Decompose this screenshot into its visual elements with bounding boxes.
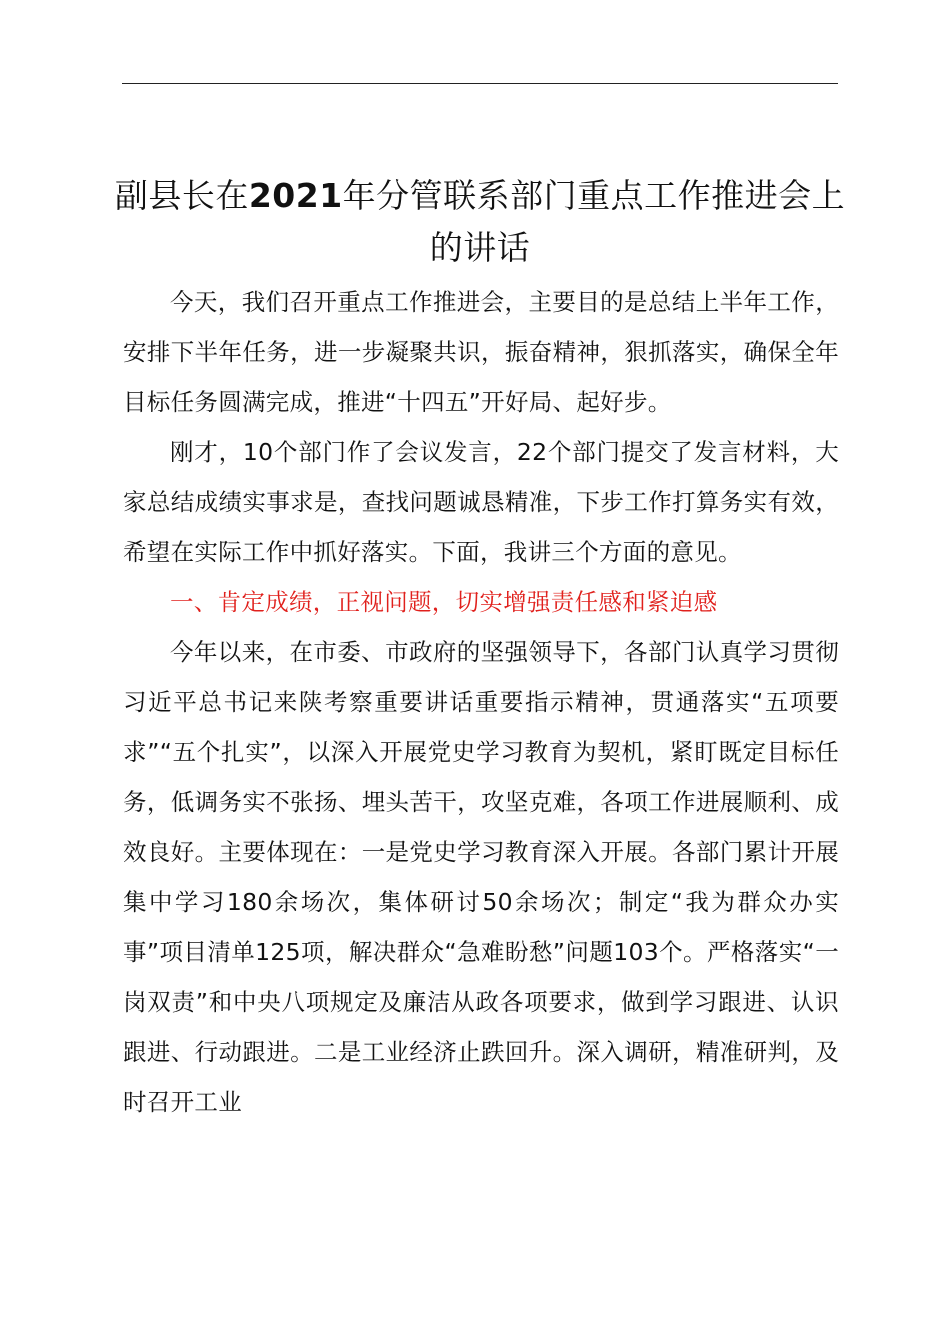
document-body [123, 277, 839, 1127]
title-suffix: 年分管联系部门重点工作推进会上的讲话 [342, 176, 846, 268]
title-year: 2021 [248, 176, 343, 216]
paragraph-section-1: 今年以来，在市委、市政府的坚强领导下，各部门认真学习贯彻习近平总书记来陕考察重要讲话重要指示精神，贯通落实“五项要求”“五个扎实”，以深入开展党史学习教育为契机，紧盯既定目标任务，低调务实不张扬、埋头苦干，攻坚克难，各项工作进展顺利、成效良好。主要体现在：一是党史学习教育深入开展。各部门累计开展集中学习180余场次，集体研讨50余场次；制定“我为群众办实事”项目清单125项，解决群众“急难盼愁”问题103个。严格落实“一岗双责”和中央八项规定及廉洁从政各项要求，做到学习跟进、认识跟进、行动跟进。二是工业经济止跌回升。深入调研，精准研判，及时召开工业 [123, 638, 839, 1116]
paragraph-intro: 今天，我们召开重点工作推进会，主要目的是总结上半年工作，安排下半年任务，进一步凝聚共识，振奋精神，狠抓落实，确保全年目标任务圆满完成，推进“十四五”开好局、起好步。 [123, 288, 839, 416]
paragraph-meeting-summary: 刚才，10个部门作了会议发言，22个部门提交了发言材料，大家总结成绩实事求是，查找问题诚恳精准，下步工作打算务实有效，希望在实际工作中抓好落实。下面，我讲三个方面的意见。 [123, 438, 839, 566]
header-rule [122, 83, 838, 84]
section-heading-1: 一、肯定成绩，正视问题，切实增强责任感和紧迫感 [170, 588, 718, 616]
document-title [110, 170, 850, 274]
title-prefix: 副县长在 [114, 176, 249, 216]
